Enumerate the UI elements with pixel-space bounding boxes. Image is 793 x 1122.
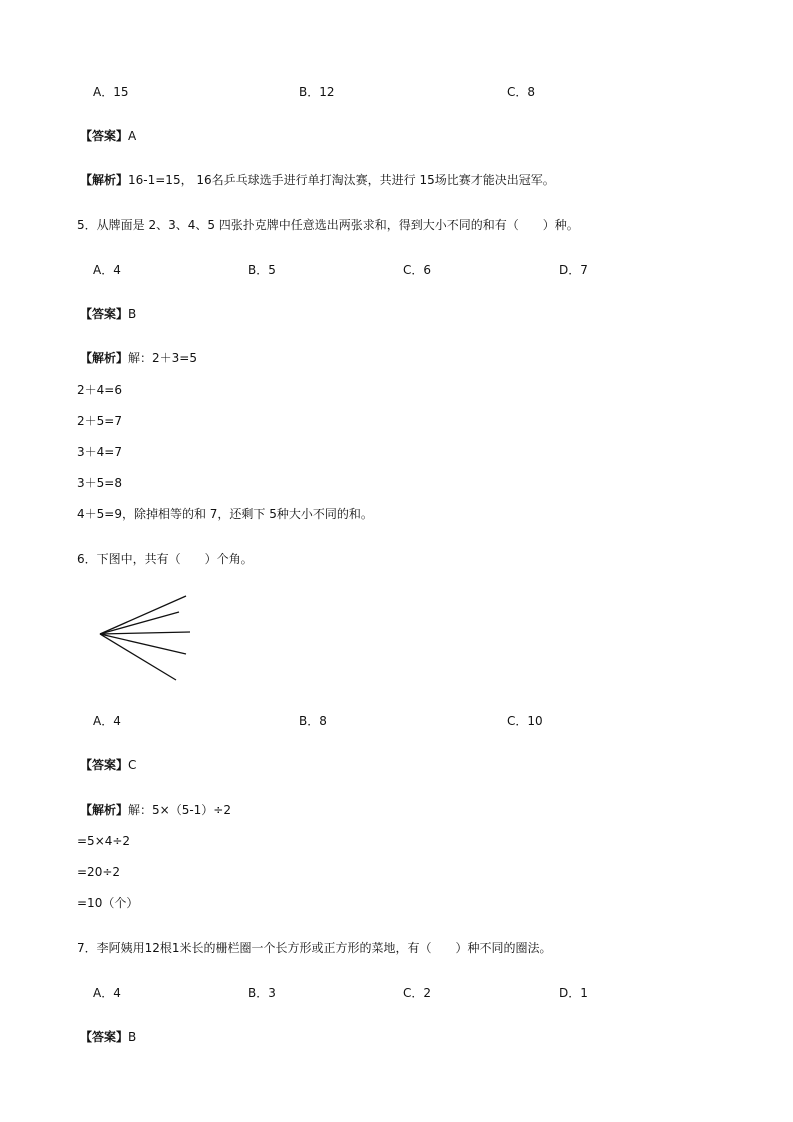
ray-4 (100, 634, 186, 654)
q5-question: 5．从牌面是 2、3、4、5 四张扑克牌中任意选出两张求和，得到大小不同的和有（ ）种。 (77, 218, 579, 232)
answer-tag: 【答案】 (80, 758, 129, 772)
answer-value: B (128, 1030, 137, 1044)
q5-option-b: B．5 (248, 263, 276, 277)
analysis-text: 解：2＋3=5 (128, 351, 197, 365)
q4-option-b: B．12 (299, 85, 335, 99)
q7-option-a: A．4 (93, 986, 121, 1000)
q5-analysis-line-5: 3＋5=8 (77, 476, 122, 490)
analysis-tag: 【解析】 (80, 803, 129, 817)
q6-option-b: B．8 (299, 714, 327, 728)
q5-analysis-line-1 (80, 350, 197, 366)
answer-tag: 【答案】 (80, 129, 129, 143)
q5-analysis-line-2: 2＋4=6 (77, 383, 122, 397)
q5-analysis-line-6: 4＋5=9，除掉相等的和 7，还剩下 5种大小不同的和。 (77, 507, 373, 521)
q5-option-d: D．7 (559, 263, 588, 277)
answer-value: B (128, 307, 137, 321)
analysis-text: 16-1=15， 16名乒乓球选手进行单打淘汰赛，共进行 15场比赛才能决出冠军。 (128, 173, 555, 187)
q6-analysis-line-3: =20÷2 (77, 865, 121, 879)
q5-answer (80, 306, 136, 322)
angle-rays-figure (94, 592, 194, 684)
analysis-tag: 【解析】 (80, 173, 129, 187)
q7-option-b: B．3 (248, 986, 276, 1000)
q4-option-a: A．15 (93, 85, 129, 99)
ray-1 (100, 596, 186, 634)
q4-answer (80, 128, 136, 144)
q5-analysis-line-4: 3＋4=7 (77, 445, 122, 459)
analysis-tag: 【解析】 (80, 351, 129, 365)
q7-answer (80, 1029, 136, 1045)
q6-question: 6．下图中，共有（ ）个角。 (77, 552, 253, 566)
q7-option-d: D．1 (559, 986, 588, 1000)
q6-analysis-line-4: =10（个） (77, 896, 139, 910)
q6-analysis-line-2: =5×4÷2 (77, 834, 131, 848)
q6-answer (80, 757, 136, 773)
answer-value: C (128, 758, 137, 772)
answer-tag: 【答案】 (80, 307, 129, 321)
q4-option-c: C．8 (507, 85, 536, 99)
q5-option-a: A．4 (93, 263, 121, 277)
analysis-text: 解：5×（5-1）÷2 (128, 803, 231, 817)
q5-analysis-line-3: 2＋5=7 (77, 414, 122, 428)
ray-2 (100, 612, 179, 634)
q7-option-c: C．2 (403, 986, 432, 1000)
q4-analysis (80, 172, 555, 188)
q5-option-c: C．6 (403, 263, 432, 277)
q7-question: 7．李阿姨用12根1米长的栅栏圈一个长方形或正方形的菜地，有（ ）种不同的圈法。 (77, 941, 552, 955)
ray-5 (100, 634, 176, 680)
answer-value: A (128, 129, 137, 143)
ray-3 (100, 632, 190, 634)
q6-option-c: C．10 (507, 714, 543, 728)
q6-option-a: A．4 (93, 714, 121, 728)
q6-analysis-line-1 (80, 802, 231, 818)
answer-tag: 【答案】 (80, 1030, 129, 1044)
